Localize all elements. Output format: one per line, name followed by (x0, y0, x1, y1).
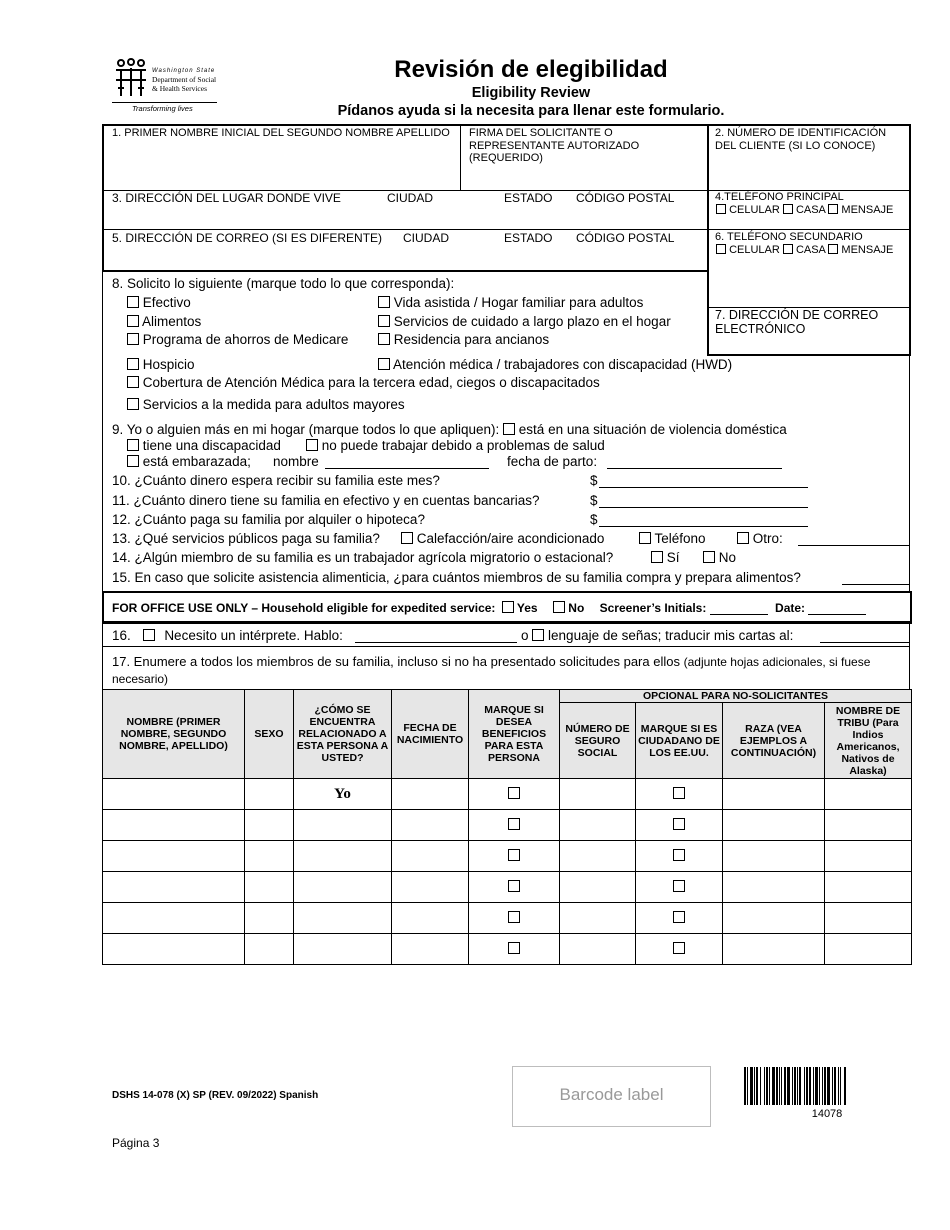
grid-right-border (909, 356, 910, 592)
q11-text: 11. ¿Cuánto dinero tiene su familia en efectivo y en cuentas bancarias? (112, 493, 540, 508)
q16-number: 16. (112, 628, 131, 643)
citizen-checkbox[interactable] (673, 942, 685, 954)
largo-plazo-checkbox[interactable] (378, 315, 390, 327)
dob-cell[interactable] (392, 810, 469, 841)
q8-prompt: 8. Solicito lo siguiente (marque todo lo que corresponda): (112, 276, 455, 291)
mailing-zip-label: CÓDIGO POSTAL (576, 231, 675, 245)
barcode-bar (779, 1067, 780, 1105)
efectivo-label: Efectivo (142, 295, 191, 310)
benefits-checkbox[interactable] (508, 942, 520, 954)
dollar-sign: $ (590, 473, 598, 488)
q13-text: 13. ¿Qué servicios públicos paga su familia? (112, 531, 380, 546)
barcode-bar (787, 1067, 790, 1105)
ssn-cell[interactable] (560, 872, 636, 903)
name-cell[interactable] (103, 934, 245, 965)
address-label: 3. DIRECCIÓN DEL LUGAR DONDE VIVE (112, 191, 341, 205)
secondary-phone-types (716, 244, 893, 256)
email-label: 7. DIRECCIÓN DE CORREO ELECTRÓNICO (715, 308, 879, 336)
sex-cell[interactable] (245, 903, 294, 934)
dshs-logo-icon (112, 58, 150, 98)
ssn-cell[interactable] (560, 779, 636, 810)
medicare-label: Programa de ahorros de Medicare (142, 332, 349, 347)
calefaccion-label: Calefacción/aire acondicionado (416, 531, 605, 546)
benefits-checkbox[interactable] (508, 880, 520, 892)
si-label: Sí (666, 550, 680, 565)
relation-cell[interactable] (294, 903, 392, 934)
si-checkbox[interactable] (651, 551, 663, 563)
hwd-checkbox[interactable] (378, 358, 390, 370)
cobertura-checkbox[interactable] (127, 376, 139, 388)
office-yes-checkbox[interactable] (502, 601, 514, 613)
residencia-checkbox[interactable] (378, 333, 390, 345)
table-row (103, 841, 912, 872)
col-sexo: SEXO (245, 690, 294, 779)
citizen-checkbox[interactable] (673, 787, 685, 799)
celular-checkbox[interactable] (716, 204, 726, 214)
sex-cell[interactable] (245, 779, 294, 810)
grid-divider (102, 646, 910, 647)
dollar-sign: $ (590, 512, 598, 527)
barcode-bar (784, 1067, 786, 1105)
grid-left-border (102, 622, 103, 690)
name-cell[interactable] (103, 779, 245, 810)
grid-divider (102, 270, 708, 272)
q9-prompt: 9. Yo o alguien más en mi hogar (marque todos lo que apliquen): (112, 422, 500, 437)
violencia-checkbox[interactable] (503, 423, 515, 435)
barcode-bar (840, 1067, 841, 1105)
pregnant-name-label: nombre (273, 454, 319, 469)
barcode-bar (838, 1067, 839, 1105)
cobertura-label: Cobertura de Atención Médica para la tercera edad, ciegos o discapacitados (142, 375, 600, 390)
or-label: o (521, 628, 529, 643)
dshs-logo (112, 58, 220, 116)
col-tribu: NOMBRE DE TRIBU (Para Indios Americanos, Nativos de Alaska) (825, 703, 912, 779)
table-row (103, 903, 912, 934)
primary-phone-types (716, 204, 893, 216)
race-cell[interactable] (723, 903, 825, 934)
ssn-cell[interactable] (560, 810, 636, 841)
sign-language-checkbox[interactable] (532, 629, 544, 641)
name-cell[interactable] (103, 810, 245, 841)
otro-label: Otro: (752, 531, 783, 546)
no-checkbox[interactable] (703, 551, 715, 563)
tribe-cell[interactable] (825, 810, 912, 841)
help-instruction: Pídanos ayuda si la necesita para llenar este formulario. (337, 103, 725, 119)
zip-label: CÓDIGO POSTAL (576, 191, 675, 205)
dob-cell[interactable] (392, 934, 469, 965)
no-puede-trabajar-checkbox[interactable] (306, 439, 318, 451)
col-fecha-nacimiento: FECHA DE NACIMIENTO (392, 690, 469, 779)
barcode-bar (797, 1067, 798, 1105)
col-ciudadano: MARQUE SI ES CIUDADANO DE LOS EE.UU. (636, 703, 723, 779)
relation-cell[interactable] (294, 872, 392, 903)
barcode-label-text: Barcode label (559, 1085, 664, 1104)
office-yes-label: Yes (516, 601, 538, 615)
tribe-cell[interactable] (825, 779, 912, 810)
sex-cell[interactable] (245, 934, 294, 965)
office-date-input[interactable] (808, 601, 866, 615)
race-cell[interactable] (723, 872, 825, 903)
col-raza: RAZA (VEA EJEMPLOS A CONTINUACIÓN) (723, 703, 825, 779)
barcode-bar (815, 1067, 818, 1105)
q15-input[interactable] (842, 571, 910, 585)
language-input[interactable] (355, 629, 517, 643)
grid-top-border (102, 124, 911, 126)
no-puede-trabajar-label: no puede trabajar debido a problemas de salud (321, 438, 605, 453)
dob-cell[interactable] (392, 841, 469, 872)
pregnant-name-input[interactable] (325, 455, 489, 469)
signature-label: FIRMA DEL SOLICITANTE O REPRESENTANTE AUTORIZADO (REQUERIDO) (469, 127, 640, 164)
logo-tagline: Transforming lives (132, 104, 193, 113)
grid-divider (707, 124, 709, 356)
relation-cell[interactable] (294, 810, 392, 841)
race-cell[interactable] (723, 810, 825, 841)
relation-cell (294, 779, 392, 810)
ssn-cell[interactable] (560, 934, 636, 965)
office-date-label: Date: (775, 601, 806, 615)
sex-cell[interactable] (245, 810, 294, 841)
grid-right-border (909, 124, 911, 356)
screener-initials-label: Screener’s Initials: (599, 601, 707, 615)
table-row (103, 779, 912, 810)
telefono-checkbox[interactable] (639, 532, 651, 544)
q10-input[interactable] (599, 474, 808, 488)
barcode-bar (794, 1067, 796, 1105)
barcode-bar (756, 1067, 758, 1105)
dob-cell[interactable] (392, 903, 469, 934)
tribe-cell[interactable] (825, 903, 912, 934)
citizen-checkbox[interactable] (673, 818, 685, 830)
casa-label: CASA (795, 204, 826, 216)
otro-checkbox[interactable] (737, 532, 749, 544)
page-title: Revisión de elegibilidad (394, 56, 668, 83)
barcode-bar (744, 1067, 746, 1105)
sex-cell[interactable] (245, 872, 294, 903)
due-date-label: fecha de parto: (507, 454, 598, 469)
barcode-bar (747, 1067, 748, 1105)
telefono-label: Teléfono (654, 531, 706, 546)
sign-language-label: lenguaje de señas; traducir mis cartas al: (548, 628, 794, 643)
field-name-input[interactable] (112, 142, 452, 188)
barcode-bar (822, 1067, 823, 1105)
grid-divider (102, 229, 910, 230)
tribe-cell[interactable] (825, 872, 912, 903)
q14-text: 14. ¿Algún miembro de su familia es un trabajador agrícola migratorio o estacional? (112, 550, 614, 565)
col-nombre: NOMBRE (PRIMER NOMBRE, SEGUNDO NOMBRE, APELLIDO) (103, 690, 245, 779)
q11-input[interactable] (599, 494, 808, 508)
hospicio-checkbox[interactable] (127, 358, 139, 370)
hwd-label: Atención médica / trabajadores con discapacidad (HWD) (393, 357, 733, 372)
signature-input[interactable] (469, 165, 699, 187)
barcode-bar (813, 1067, 814, 1105)
benefits-checkbox[interactable] (508, 818, 520, 830)
barcode-bar (760, 1067, 761, 1105)
benefits-checkbox[interactable] (508, 787, 520, 799)
calefaccion-checkbox[interactable] (401, 532, 413, 544)
discapacidad-checkbox[interactable] (127, 439, 139, 451)
dob-cell[interactable] (392, 872, 469, 903)
interpreter-label: Necesito un intérprete. Hablo: (164, 628, 343, 643)
no-label: No (718, 550, 737, 565)
mensaje-label: MENSAJE (841, 204, 894, 216)
dob-cell[interactable] (392, 779, 469, 810)
barcode-bar (766, 1067, 768, 1105)
residencia-label: Residencia para ancianos (393, 332, 550, 347)
col-relacion: ¿CÓMO SE ENCUENTRA RELACIONADO A ESTA PERSONA A USTED? (294, 690, 392, 779)
q12-input[interactable] (599, 513, 808, 527)
interpreter-checkbox[interactable] (143, 629, 155, 641)
barcode-bar (844, 1067, 846, 1105)
tribe-cell[interactable] (825, 841, 912, 872)
barcode-bar (832, 1067, 833, 1105)
race-cell[interactable] (723, 779, 825, 810)
efectivo-checkbox[interactable] (127, 296, 139, 308)
ssn-cell[interactable] (560, 903, 636, 934)
celular-label: CELULAR (729, 244, 780, 256)
table-row (103, 934, 912, 965)
client-id-label: 2. NÚMERO DE IDENTIFICACIÓN DEL CLIENTE (SI LO CONOCE) (715, 127, 887, 152)
table-row (103, 810, 912, 841)
office-no-label: No (568, 601, 585, 615)
sex-cell[interactable] (245, 841, 294, 872)
col-beneficios: MARQUE SI DESEA BENEFICIOS PARA ESTA PERSONA (469, 690, 560, 779)
casa-label: CASA (795, 244, 826, 256)
casa-checkbox[interactable] (783, 204, 793, 214)
q15-text: 15. En caso que solicite asistencia alimenticia, ¿para cuántos miembros de su familia compra y prepara alimentos? (112, 570, 801, 585)
logo-line-1: Washington State (152, 68, 216, 74)
mensaje-checkbox[interactable] (828, 204, 838, 214)
casa-checkbox[interactable] (783, 244, 793, 254)
celular-checkbox[interactable] (716, 244, 726, 254)
barcode-bar (750, 1067, 753, 1105)
form-id: DSHS 14-078 (X) SP (REV. 09/2022) Spanish (112, 1090, 319, 1101)
barcode-bar (827, 1067, 830, 1105)
benefits-checkbox[interactable] (508, 849, 520, 861)
alimentos-label: Alimentos (142, 314, 202, 329)
secondary-phone-label: 6. TELÉFONO SECUNDARIO (715, 231, 863, 243)
race-cell[interactable] (723, 934, 825, 965)
table-row (103, 872, 912, 903)
household-members-table (102, 689, 912, 965)
hospicio-label: Hospicio (142, 357, 195, 372)
grid-left-border (102, 270, 103, 592)
barcode-bar (764, 1067, 765, 1105)
barcode-bar (754, 1067, 755, 1105)
largo-plazo-label: Servicios de cuidado a largo plazo en el hogar (393, 314, 671, 329)
barcode-bar (799, 1067, 801, 1105)
page-subtitle: Eligibility Review (471, 85, 591, 101)
dollar-sign: $ (590, 493, 598, 508)
grid-divider (707, 354, 911, 356)
race-cell[interactable] (723, 841, 825, 872)
barcode-number: 14078 (811, 1108, 843, 1120)
relation-cell[interactable] (294, 934, 392, 965)
q17-text: 17. Enumere a todos los miembros de su familia, incluso si no ha presentado solicitudes para ellos (112, 654, 680, 669)
name-cell[interactable] (103, 841, 245, 872)
relation-cell[interactable] (294, 841, 392, 872)
q17-note: (adjunte hojas adicionales, si fuese necesario) (112, 655, 871, 686)
relation-value: Yo (334, 786, 351, 802)
name-cell[interactable] (103, 903, 245, 934)
page-number: Página 3 (112, 1136, 160, 1150)
logo-divider (112, 102, 217, 103)
embarazada-label: está embarazada; (142, 454, 251, 469)
name-cell[interactable] (103, 872, 245, 903)
vida-asistida-label: Vida asistida / Hogar familiar para adultos (393, 295, 644, 310)
screener-initials-input[interactable] (710, 601, 768, 615)
barcode-bar (776, 1067, 778, 1105)
q10-text: 10. ¿Cuánto dinero espera recibir su familia este mes? (112, 473, 440, 488)
mailing-state-label: ESTADO (504, 231, 553, 245)
discapacidad-label: tiene una discapacidad (142, 438, 281, 453)
medida-label: Servicios a la medida para adultos mayores (142, 397, 405, 412)
medida-checkbox[interactable] (127, 398, 139, 410)
mensaje-label: MENSAJE (841, 244, 894, 256)
citizen-checkbox[interactable] (673, 880, 685, 892)
barcode-bar (781, 1067, 782, 1105)
logo-line-3: & Health Services (152, 84, 207, 93)
barcode-bar (792, 1067, 793, 1105)
grid-divider (460, 125, 461, 190)
optional-header: OPCIONAL PARA NO-SOLICITANTES (560, 690, 912, 703)
citizen-checkbox[interactable] (673, 911, 685, 923)
ssn-cell[interactable] (560, 841, 636, 872)
office-use-text: FOR OFFICE USE ONLY – Household eligible for expedited service: (112, 601, 496, 615)
otro-input[interactable] (798, 532, 910, 546)
q12-text: 12. ¿Cuánto paga su familia por alquiler o hipoteca? (112, 512, 425, 527)
barcode-bar (824, 1067, 826, 1105)
mensaje-checkbox[interactable] (828, 244, 838, 254)
due-date-input[interactable] (607, 455, 782, 469)
logo-line-2: Department of Social (152, 75, 217, 84)
grid-left-border (102, 124, 104, 272)
barcode-bar (806, 1067, 808, 1105)
barcode-bar (809, 1067, 811, 1105)
barcode-bar (769, 1067, 770, 1105)
city-label: CIUDAD (387, 191, 434, 205)
mailing-city-label: CIUDAD (403, 231, 450, 245)
celular-label: CELULAR (729, 204, 780, 216)
office-no-checkbox[interactable] (553, 601, 565, 613)
violencia-label: está en una situación de violencia doméstica (518, 422, 787, 437)
alimentos-checkbox[interactable] (127, 315, 139, 327)
translate-language-input[interactable] (820, 629, 910, 643)
embarazada-checkbox[interactable] (127, 455, 139, 467)
field-name-label: 1. PRIMER NOMBRE INICIAL DEL SEGUNDO NOMBRE APELLIDO (112, 127, 450, 139)
barcode-bar (804, 1067, 805, 1105)
barcode-bar (834, 1067, 836, 1105)
primary-phone-label: 4.TELÉFONO PRINCIPAL (715, 191, 844, 203)
col-seguro-social: NÚMERO DE SEGURO SOCIAL (560, 703, 636, 779)
vida-asistida-checkbox[interactable] (378, 296, 390, 308)
state-label: ESTADO (504, 191, 553, 205)
tribe-cell[interactable] (825, 934, 912, 965)
barcode-icon (744, 1067, 910, 1105)
mailing-address-label: 5. DIRECCIÓN DE CORREO (SI ES DIFERENTE) (112, 231, 383, 245)
medicare-checkbox[interactable] (127, 333, 139, 345)
barcode-bar (819, 1067, 820, 1105)
barcode-bar (772, 1067, 775, 1105)
benefits-checkbox[interactable] (508, 911, 520, 923)
citizen-checkbox[interactable] (673, 849, 685, 861)
